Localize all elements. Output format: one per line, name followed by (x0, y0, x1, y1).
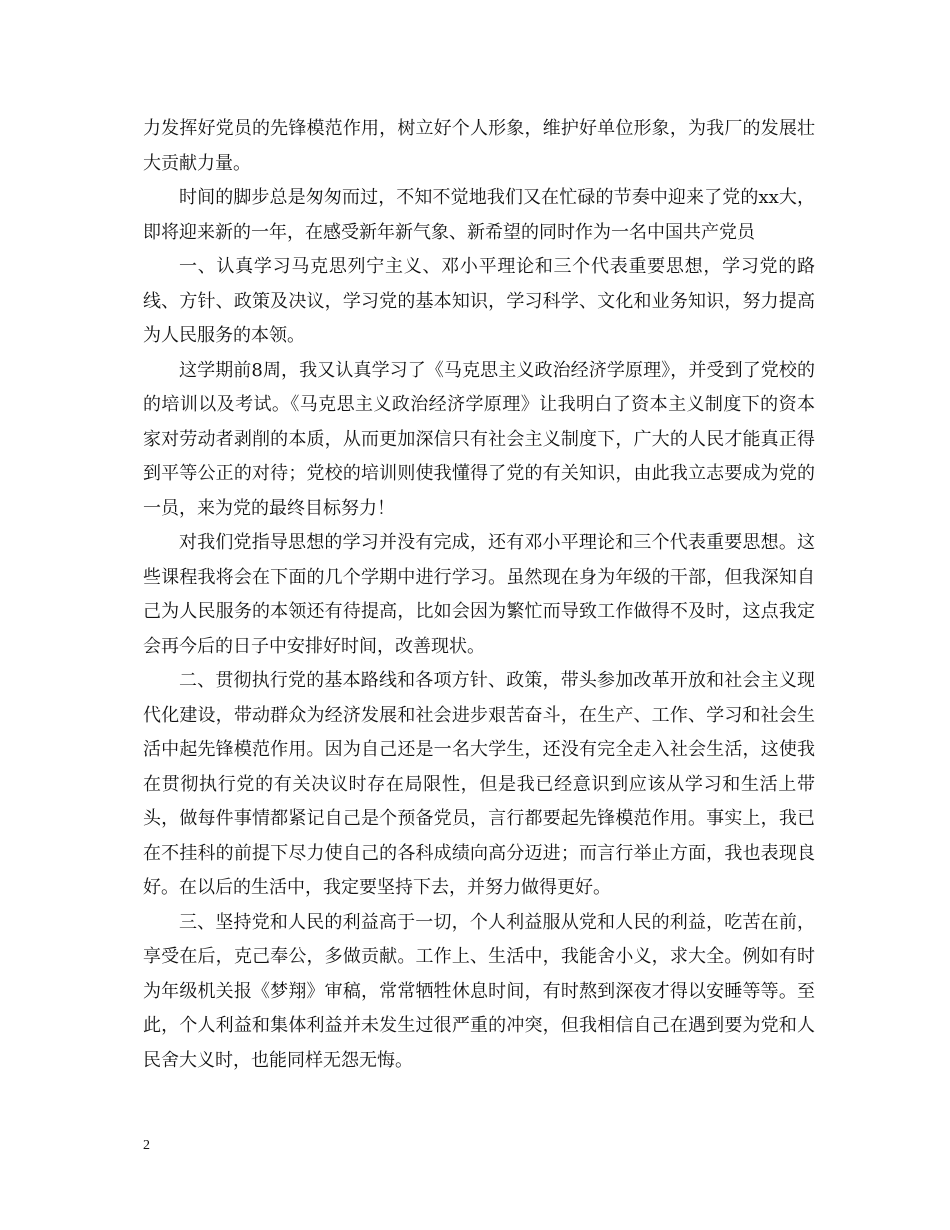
paragraph-section-one: 一、认真学习马克思列宁主义、邓小平理论和三个代表重要思想，学习党的路线、方针、政策及决议，学习党的基本知识，学习科学、文化和业务知识，努力提高为人民服务的本领。 (143, 256, 815, 346)
paragraph-further-study: 对我们党指导思想的学习并没有完成，还有邓小平理论和三个代表重要思想。这些课程我将会在下面的几个学期中进行学习。虽然现在身为年级的干部，但我深知自己为人民服务的本领还有待提高，比如会因为繁忙而导致工作做得不及时，这点我定会再今后的日子中安排好时间，改善现状。 (143, 532, 815, 657)
paragraph-study-course: 这学期前8周，我又认真学习了《马克思主义政治经济学原理》，并受到了党校的的培训以及考试。《马克思主义政治经济学原理》让我明白了资本主义制度下的资本家对劳动者剥削的本质，从而更加深信只有社会主义制度下，广大的人民才能真正得到平等公正的对待；党校的培训则使我懂得了党的有关知识，由此我立志要成为党的一员，来为党的最终目标努力！ (143, 359, 815, 519)
paragraph-section-three: 三、坚持党和人民的利益高于一切，个人利益服从党和人民的利益，吃苦在前，享受在后，克己奉公，多做贡献。工作上、生活中，我能舍小义，求大全。例如有时为年级机关报《梦翔》审稿，常常牺牲休息时间，有时熬到深夜才得以安睡等等。至此，个人利益和集体利益并未发生过很严重的冲突，但我相信自己在遇到要为党和人民舍大义时，也能同样无怨无悔。 (143, 911, 815, 1071)
paragraph-continuation: 力发挥好党员的先锋模范作用，树立好个人形象，维护好单位形象，为我厂的发展壮大贡献力量。 (143, 118, 815, 174)
paragraph-section-two: 二、贯彻执行党的基本路线和各项方针、政策，带头参加改革开放和社会主义现代化建设，带动群众为经济发展和社会进步艰苦奋斗，在生产、工作、学习和社会生活中起先锋模范作用。因为自己还是一名大学生，还没有完全走入社会生活，这使我在贯彻执行党的有关决议时存在局限性，但是我已经意识到应该从学习和生活上带头，做每件事情都紧记自己是个预备党员，言行都要起先锋模范作用。事实上，我已在不挂科的前提下尽力使自己的各科成绩向高分迈进；而言行举止方面，我也表现良好。在以后的生活中，我定要坚持下去，并努力做得更好。 (143, 670, 815, 898)
document-body (143, 112, 815, 1078)
paragraph-time-passing: 时间的脚步总是匆匆而过，不知不觉地我们又在忙碌的节奏中迎来了党的xx大，即将迎来新的一年，在感受新年新气象、新希望的同时作为一名中国共产党员 (143, 187, 815, 243)
page-number: 2 (143, 1138, 150, 1153)
